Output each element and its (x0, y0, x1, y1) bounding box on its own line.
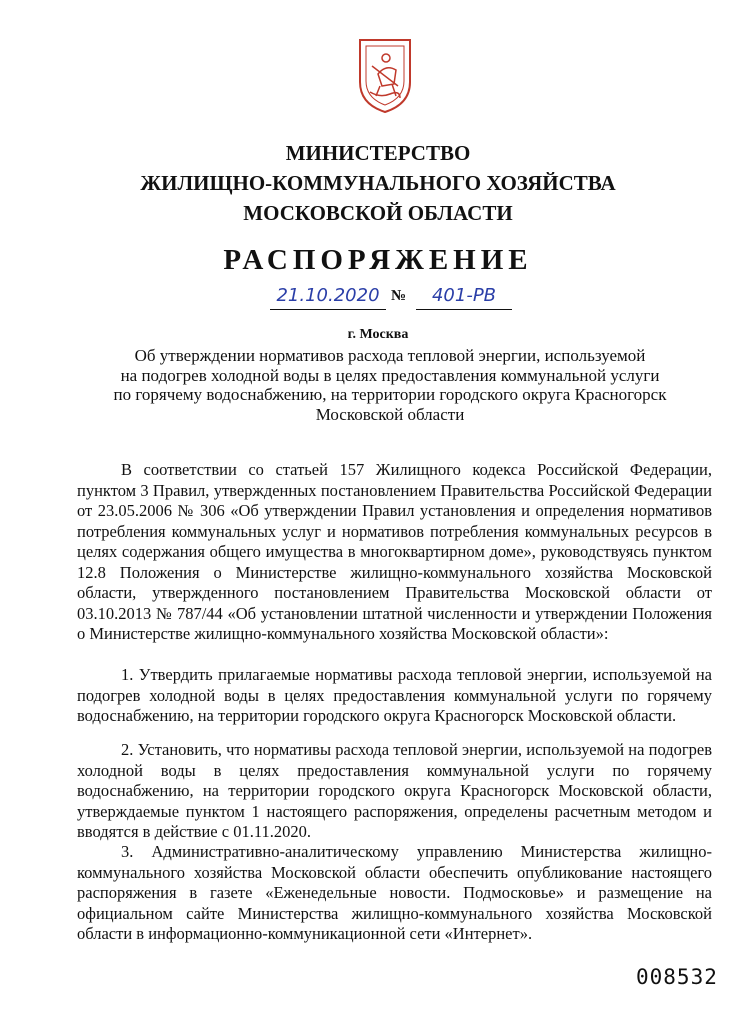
title-line: на подогрев холодной воды в целях предоставления коммунальной услуги (120, 365, 660, 385)
number-sign: № (391, 288, 407, 304)
document-date: 21.10.2020 (270, 283, 386, 310)
org-name-line-1: МИНИСТЕРСТВО (285, 141, 471, 165)
title-line: Московской области (315, 404, 465, 424)
document-type: РАСПОРЯЖЕНИЕ (223, 244, 533, 276)
org-name-line-2: ЖИЛИЩНО-КОММУНАЛЬНОГО ХОЗЯЙСТВА (140, 171, 616, 195)
preamble-paragraph: В соответствии со статьей 157 Жилищного кодекса Российской Федерации, пунктом 3 Правил, утвержденных постановлением Правительства Российской Федерации от 23.05.2006 № 306 «Об утверждении Правил установления и определения нормативов потребления коммунальных услуг и нормативов потребления коммунальных ресурсов в целях содержания общего имущества в многоквартирном доме», руководствуясь пунктом 12.8 Положения о Министерстве жилищно-коммунального хозяйства Московской области, утвержденного постановлением Правительства Московской области от 03.10.2013 № 787/44 «Об установлении штатной численности и утверждении Положения о Министерстве жилищно-коммунального хозяйства Московской области»: (77, 460, 712, 643)
org-name-line-3: МОСКОВСКОЙ ОБЛАСТИ (243, 201, 513, 225)
title-line: Об утверждении нормативов расхода тепловой энергии, используемой (134, 346, 646, 365)
clause-2: 2. Установить, что нормативы расхода тепловой энергии, используемой на подогрев холодной воды в целях предоставления коммунальной услуги по горячему водоснабжению, на территории городского округа Красногорск Московской области, утверждаемые пунктом 1 настоящего распоряжения, определены расчетным методом и вводятся в действие с 01.11.2020. (77, 740, 712, 841)
document-title (100, 346, 680, 424)
coat-of-arms-icon (356, 36, 414, 114)
document-city: г. Москва (347, 327, 409, 342)
document-number: 401-РВ (416, 283, 512, 310)
clause-3: 3. Административно-аналитическому управлению Министерства жилищно-коммунального хозяйства Московской области обеспечить опубликование настоящего распоряжения в газете «Еженедельные новости. Подмосковье» и размещение на официальном сайте Министерства жилищно-коммунального хозяйства Московской области в информационно-коммуникационной сети «Интернет». (77, 842, 712, 943)
serial-number-stamp: 008532 (636, 965, 718, 989)
title-line: по горячему водоснабжению, на территории городского округа Красногорск (113, 385, 667, 404)
registration-line (270, 283, 530, 313)
clause-1: 1. Утвердить прилагаемые нормативы расхода тепловой энергии, используемой на подогрев холодной воды в целях предоставления коммунальной услуги по горячему водоснабжению, на территории городского округа Красногорск Московской области. (77, 665, 712, 725)
